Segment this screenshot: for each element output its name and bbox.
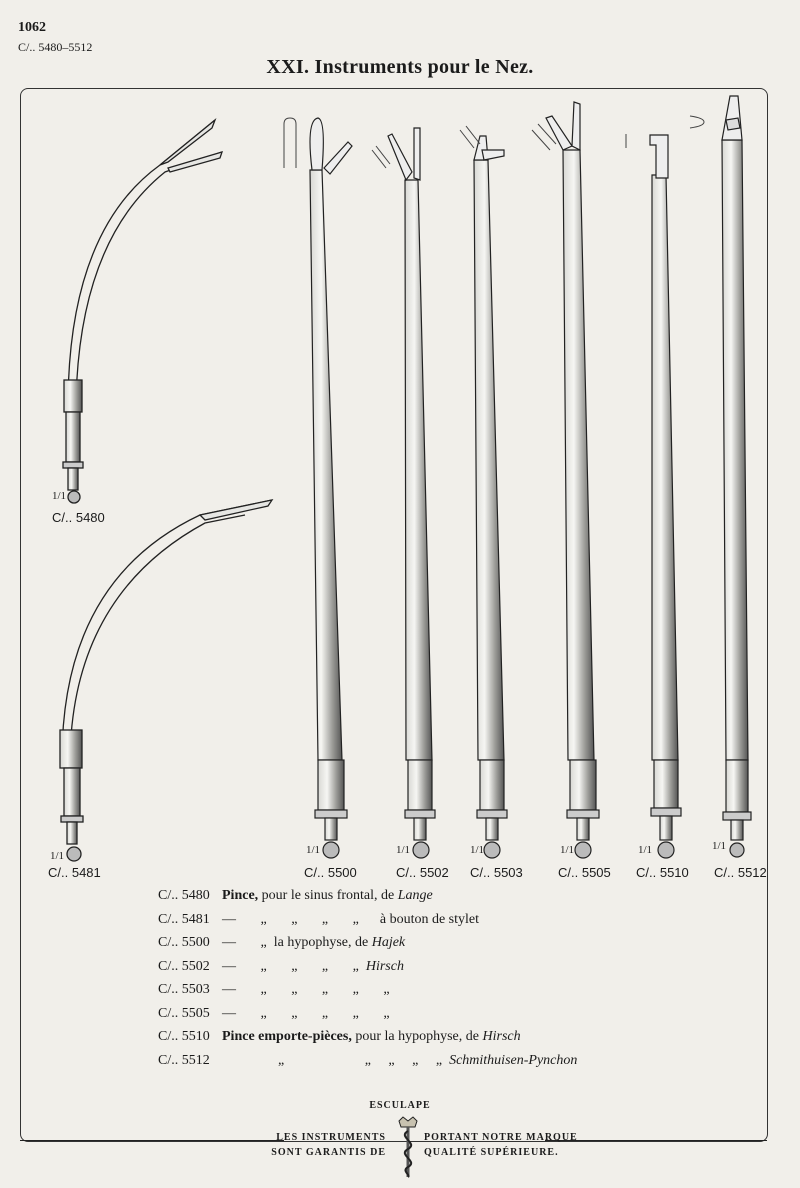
- figure-5480-label: C/.. 5480: [52, 510, 105, 525]
- legend-code: C/.. 5500: [158, 935, 210, 950]
- figure-5512-scale: 1/1: [712, 840, 727, 852]
- figure-5512-label: C/.. 5512: [714, 865, 767, 880]
- brand-name: ESCULAPE: [369, 1100, 431, 1111]
- legend-description: — „ la hypophyse, de Hajek: [222, 935, 406, 950]
- legend-description: — „ „ „ „ „: [222, 1005, 390, 1021]
- legend-description: „ „ „ „ „ Schmithuisen-Pynchon: [222, 1052, 578, 1068]
- instrument-5500: [310, 118, 352, 858]
- catalog-range: C/.. 5480–5512: [18, 40, 93, 54]
- figure-5480-scale: 1/1: [52, 490, 67, 502]
- figure-5503-label: C/.. 5503: [470, 865, 523, 880]
- legend-row: [158, 1053, 718, 1077]
- instrument-legend: [158, 888, 718, 1076]
- legend-code: C/.. 5510: [158, 1029, 210, 1044]
- legend-row: [158, 1029, 718, 1053]
- legend-row: [158, 1006, 718, 1030]
- legend-code: C/.. 5512: [158, 1052, 210, 1068]
- legend-description: Pince emporte-pièces, pour la hypophyse, de Hirsch: [222, 1029, 521, 1044]
- figure-5503-scale: 1/1: [470, 844, 485, 856]
- figure-5505-label: C/.. 5505: [558, 865, 611, 880]
- guarantee-text-right: PORTANT NOTRE MARQUE QUALITÉ SUPÉRIEURE.: [424, 1132, 578, 1158]
- figure-5502-label: C/.. 5502: [396, 865, 449, 880]
- esculape-logo-icon: [393, 1115, 423, 1181]
- figure-5502-scale: 1/1: [396, 844, 411, 856]
- figure-5481-scale: 1/1: [50, 850, 65, 862]
- instrument-5480: [63, 120, 222, 503]
- instrument-5481: [60, 500, 272, 861]
- instrument-5510: [650, 135, 681, 858]
- footer-divider-left: [20, 1140, 284, 1141]
- instrument-5503: [474, 136, 507, 858]
- instrument-5505: [546, 102, 599, 858]
- legend-row: [158, 959, 718, 983]
- figure-5505-scale: 1/1: [560, 844, 575, 856]
- figure-5500-label: C/.. 5500: [304, 865, 357, 880]
- figure-5481-label: C/.. 5481: [48, 865, 101, 880]
- figure-5510-scale: 1/1: [638, 844, 653, 856]
- legend-code: C/.. 5503: [158, 982, 210, 997]
- page-number: 1062: [18, 20, 46, 35]
- legend-code: C/.. 5481: [158, 911, 210, 927]
- legend-row: [158, 888, 718, 912]
- instrument-5502: [388, 128, 435, 858]
- detail-sketches: [284, 116, 704, 168]
- legend-row: [158, 912, 718, 936]
- legend-description: — „ „ „ „ Hirsch: [222, 958, 404, 974]
- legend-description: Pince, pour le sinus frontal, de Lange: [222, 888, 433, 903]
- figure-5510-label: C/.. 5510: [636, 865, 689, 880]
- legend-code: C/.. 5502: [158, 958, 210, 974]
- instrument-5512: [722, 96, 751, 857]
- legend-description: — „ „ „ „ à bouton de stylet: [222, 911, 480, 927]
- legend-row: [158, 935, 718, 959]
- page-title: XXI. Instruments pour le Nez.: [266, 56, 534, 78]
- legend-code: C/.. 5480: [158, 888, 210, 903]
- footer-divider-right: [545, 1140, 767, 1141]
- legend-row: [158, 982, 718, 1006]
- legend-description: — „ „ „ „ „: [222, 982, 390, 997]
- figure-5500-scale: 1/1: [306, 844, 321, 856]
- legend-code: C/.. 5505: [158, 1005, 210, 1021]
- guarantee-text-left: LES INSTRUMENTS SONT GARANTIS DE: [271, 1132, 386, 1158]
